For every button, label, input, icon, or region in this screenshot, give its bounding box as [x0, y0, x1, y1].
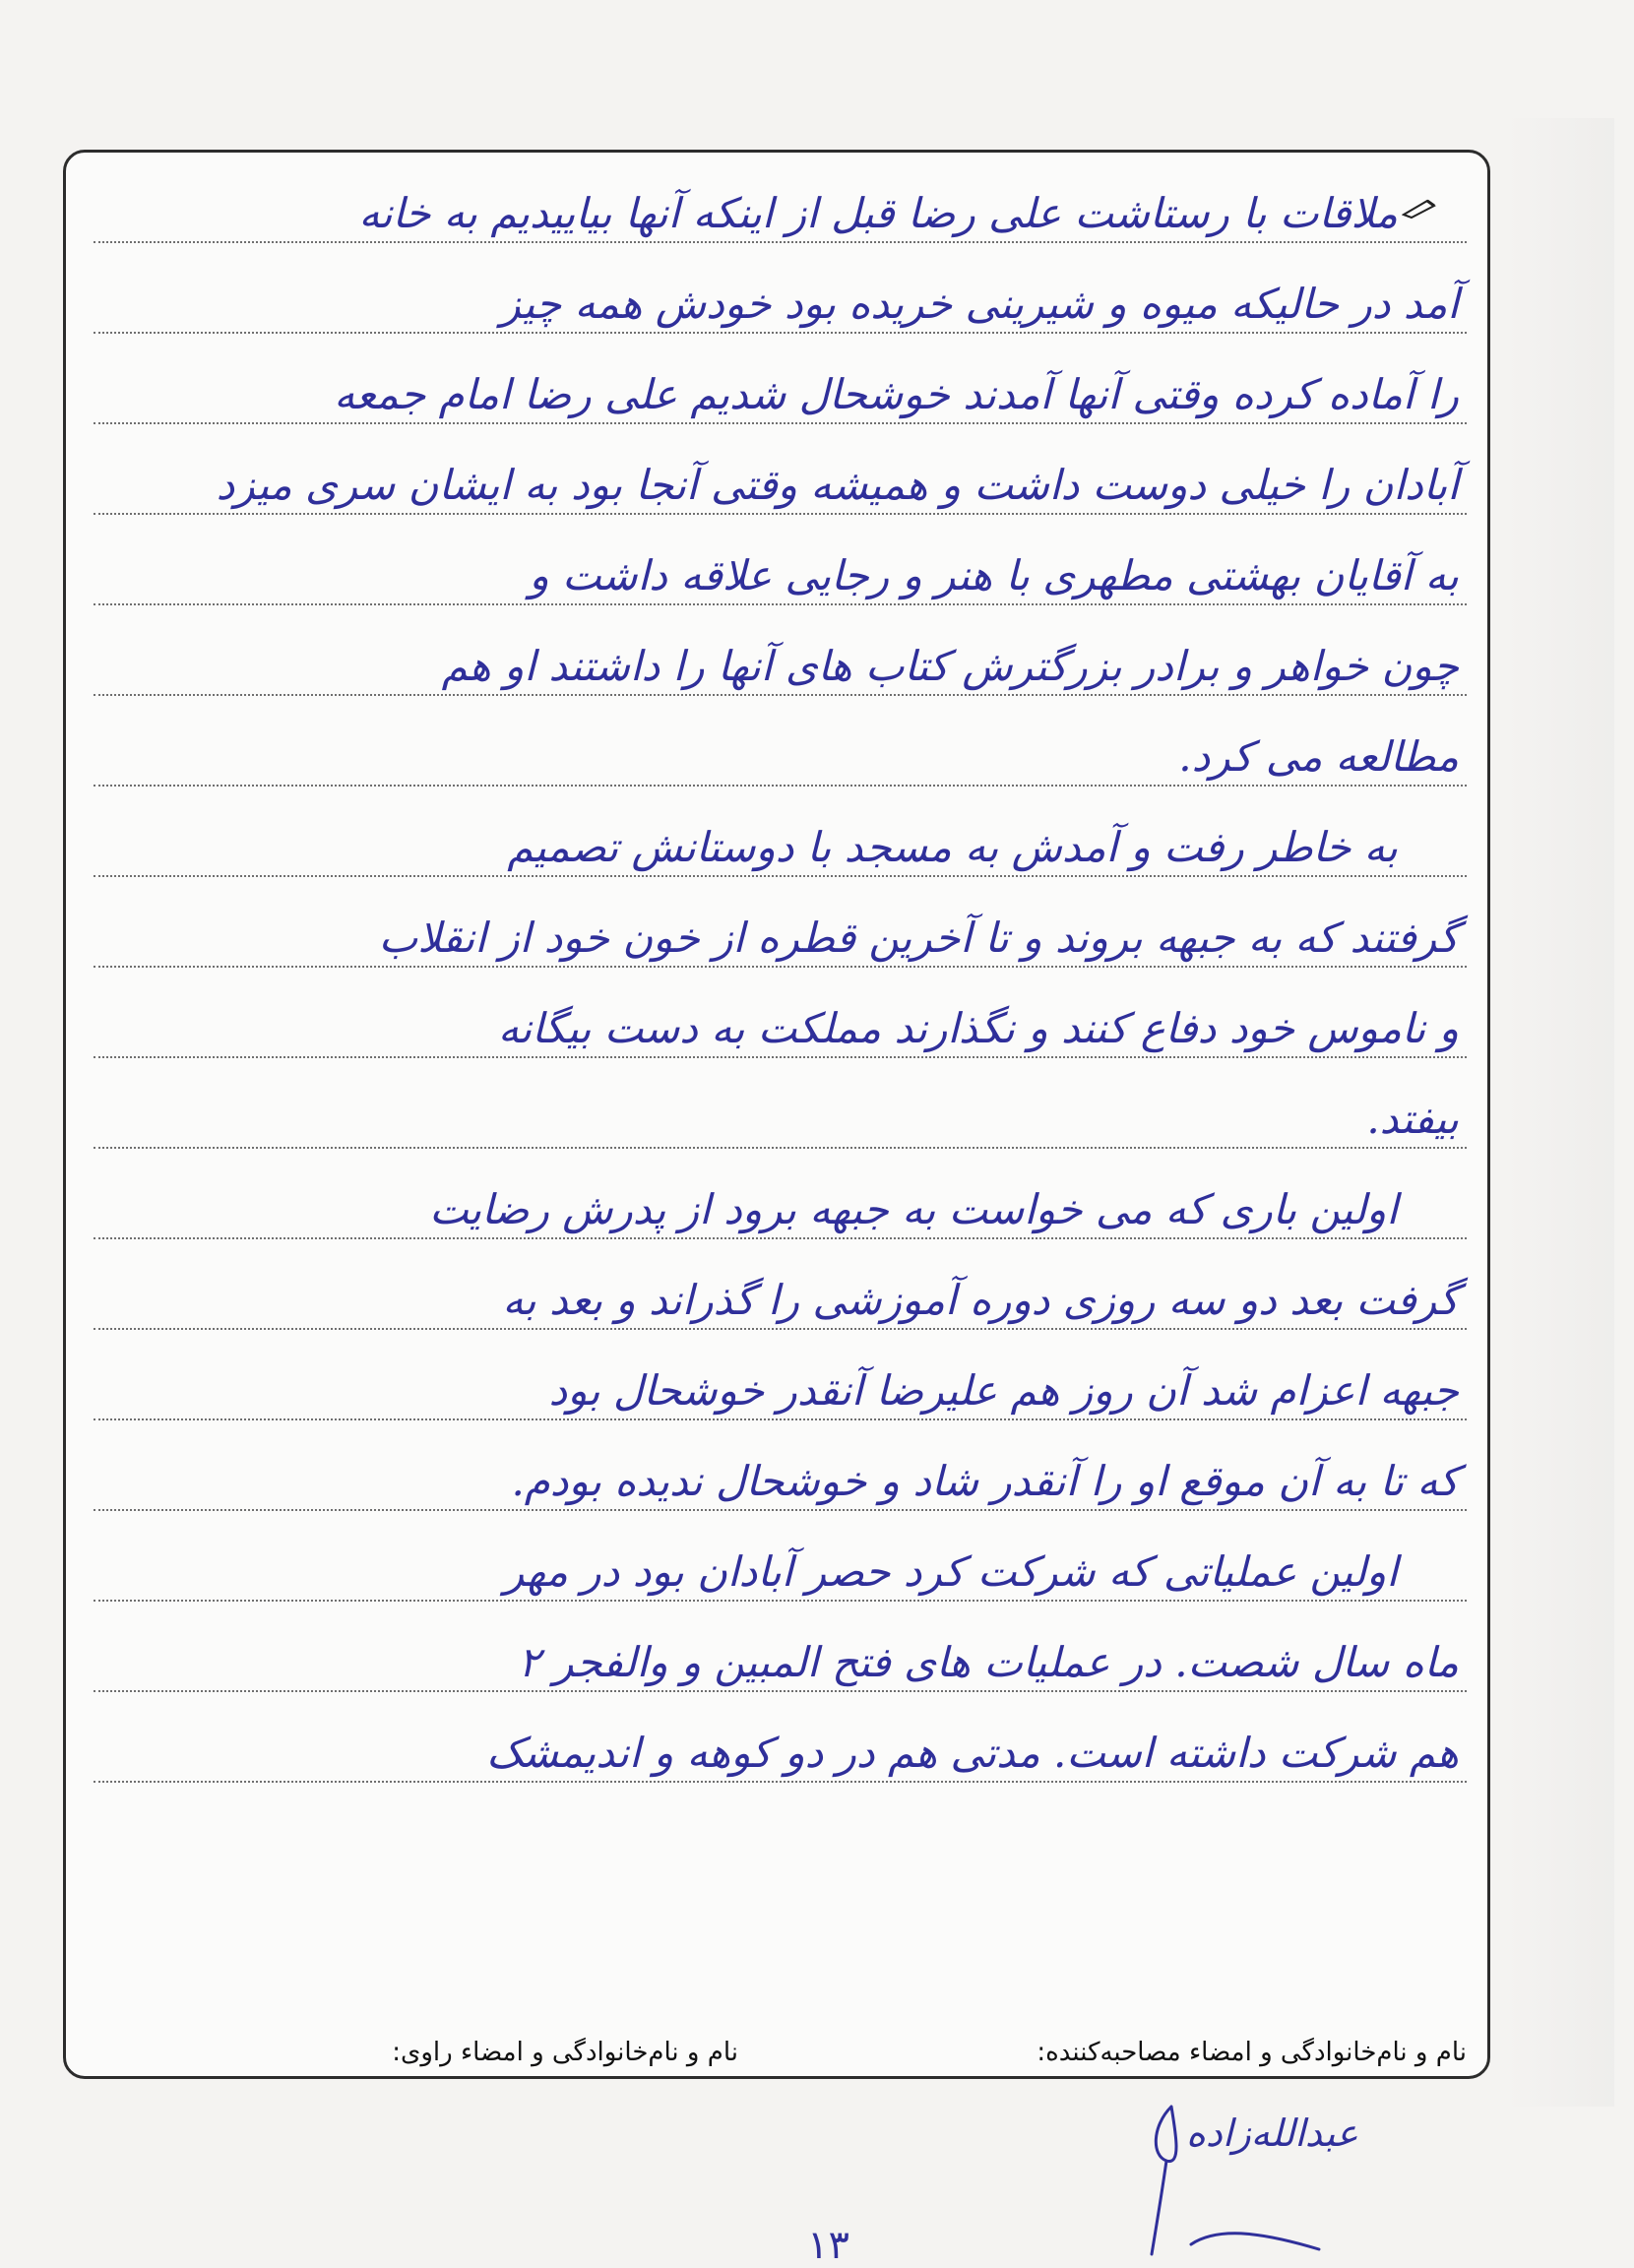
text-line-7	[94, 694, 1467, 787]
handwritten-line: اولین باری که می خواست به جبهه برود از پدرش رضایت	[429, 1184, 1398, 1233]
handwritten-line: گرفتند که به جبهه بروند و تا آخرین قطره از خون خود از انقلاب	[378, 913, 1459, 962]
text-line-16	[94, 1509, 1467, 1602]
handwritten-line: که تا به آن موقع او را آنقدر شاد و خوشحال ندیده بودم.	[511, 1456, 1459, 1505]
text-line-11	[94, 1056, 1467, 1149]
signature-scribble	[1132, 2087, 1329, 2264]
handwritten-line: را آماده کرده وقتی آنها آمدند خوشحال شدیم علی رضا امام جمعه	[334, 369, 1459, 418]
signature-footer	[94, 2038, 1467, 2077]
narrator-signature-label: نام و نام‌خانوادگی و امضاء راوی:	[392, 2038, 738, 2067]
text-line-4	[94, 422, 1467, 515]
text-line-18	[94, 1690, 1467, 1783]
handwritten-line: ماه سال شصت. در عملیات های فتح المبین و والفجر ۲	[518, 1637, 1459, 1686]
text-line-10	[94, 966, 1467, 1058]
text-line-17	[94, 1600, 1467, 1692]
handwritten-line: به آقایان بهشتی مطهری با هنر و رجایی علاقه داشت و	[529, 550, 1459, 599]
text-line-6	[94, 603, 1467, 696]
handwritten-line: آمد در حالیکه میوه و شیرینی خریده بود خودش همه چیز	[500, 279, 1459, 328]
text-line-1	[94, 151, 1467, 243]
text-line-14	[94, 1328, 1467, 1420]
handwritten-line: اولین عملیاتی که شرکت کرد حصر آبادان بود در مهر	[504, 1546, 1398, 1596]
handwritten-line: هم شرکت داشته است. مدتی هم در دو کوهه و اندیمشک	[486, 1728, 1459, 1777]
page-number: ۱۳	[807, 2223, 849, 2268]
handwritten-line: و ناموس خود دفاع کنند و نگذارند مملکت به دست بیگانه	[497, 1003, 1459, 1052]
handwritten-line: ملاقات با رستاشت علی رضا قبل از اینکه آنها بیاییدیم به خانه	[358, 188, 1398, 237]
handwritten-line: بیفتد.	[1366, 1094, 1459, 1143]
text-line-9	[94, 875, 1467, 968]
handwritten-line: به خاطر رفت و آمدش به مسجد با دوستانش تصمیم	[507, 822, 1398, 871]
interviewer-signature-label: نام و نام‌خانوادگی و امضاء مصاحبه‌کننده:	[1037, 2038, 1467, 2067]
handwritten-line: جبهه اعزام شد آن روز هم علیرضا آنقدر خوشحال بود	[548, 1365, 1459, 1415]
text-line-12	[94, 1147, 1467, 1239]
handwritten-line: مطالعه می کرد.	[1178, 731, 1459, 781]
text-line-15	[94, 1418, 1467, 1511]
text-line-13	[94, 1237, 1467, 1330]
text-line-8	[94, 785, 1467, 877]
signature-name: عبدالله‌زاده	[1186, 2111, 1358, 2155]
text-line-2	[94, 241, 1467, 334]
handwritten-line: آبادان را خیلی دوست داشت و همیشه وقتی آنجا بود به ایشان سری میزد	[216, 460, 1459, 509]
text-line-5	[94, 513, 1467, 605]
text-line-3	[94, 332, 1467, 424]
handwritten-line: چون خواهر و برادر بزرگترش کتاب های آنها را داشتند او هم	[441, 641, 1459, 690]
handwritten-line: گرفت بعد دو سه روزی دوره آموزشی را گذراند و بعد به	[502, 1275, 1459, 1324]
scan-shadow	[1506, 118, 1614, 2107]
